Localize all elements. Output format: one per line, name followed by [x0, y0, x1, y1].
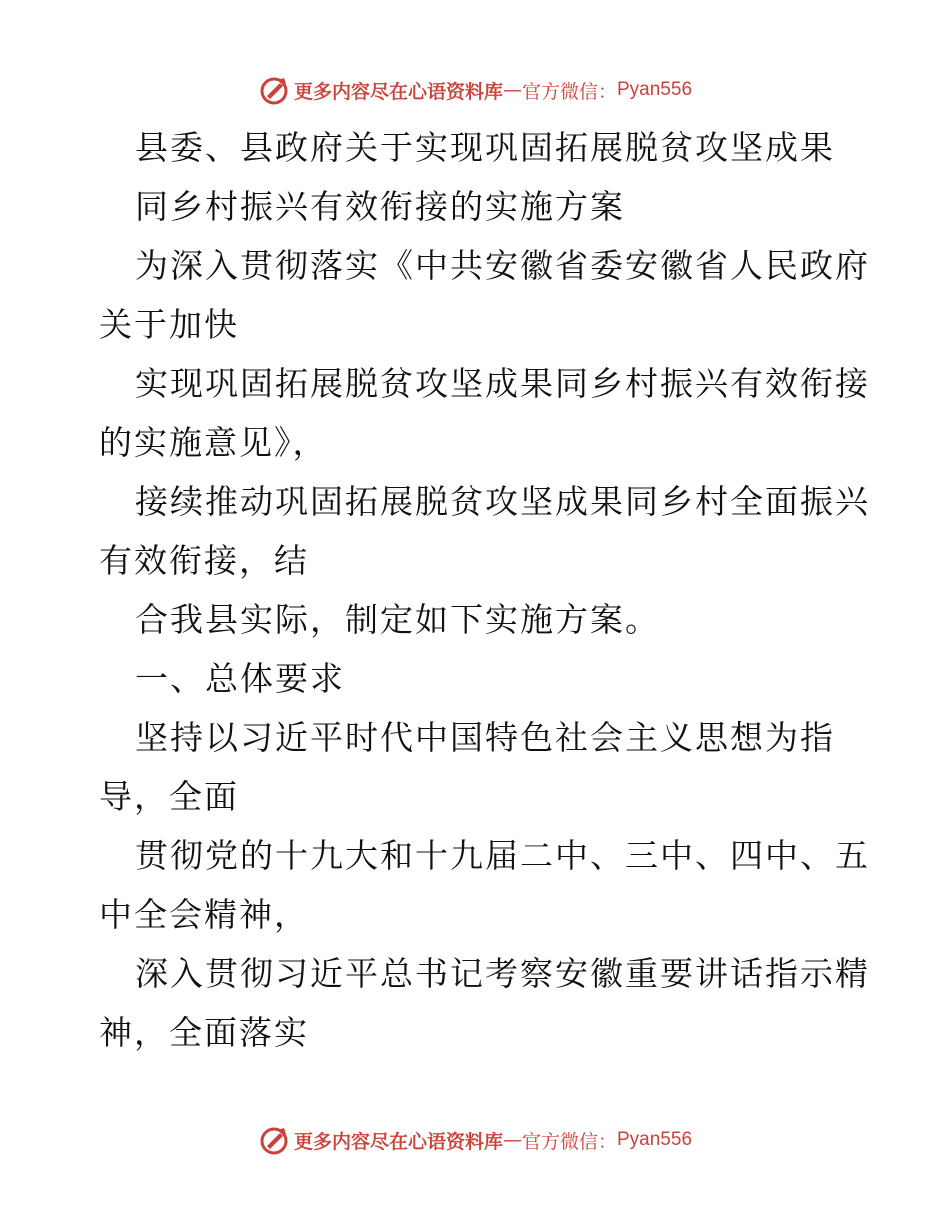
banner-wechat-id: Pyan556: [617, 1129, 693, 1150]
text-line: 中全会精神，: [99, 895, 309, 934]
text-line: 坚持以习近平时代中国特色社会主义思想为指: [135, 718, 835, 757]
text-line: 同乡村振兴有效衔接的实施方案: [135, 187, 625, 226]
banner-main-text: 更多内容尽在心语资料库: [293, 1130, 503, 1153]
header-banner: [0, 70, 950, 110]
banner-wechat-label: 官方微信：: [521, 1130, 617, 1153]
pen-seal-icon: [258, 1124, 290, 1156]
text-line: 一、总体要求: [135, 659, 345, 698]
pen-seal-icon: [258, 74, 290, 106]
footer-banner: [0, 1120, 950, 1160]
text-line: 深入贯彻习近平总书记考察安徽重要讲话指示精: [135, 954, 870, 993]
banner-separator: —: [502, 1129, 522, 1151]
document-body: [99, 118, 870, 1062]
text-line: 实现巩固拓展脱贫攻坚成果同乡村振兴有效衔接: [135, 364, 870, 403]
banner-wechat-label: 官方微信：: [521, 80, 617, 103]
text-line: 关于加快: [99, 305, 239, 344]
banner-separator: —: [502, 79, 522, 101]
banner-main-text: 更多内容尽在心语资料库: [293, 80, 503, 103]
text-line: 有效衔接，结: [99, 541, 309, 580]
text-line: 县委、县政府关于实现巩固拓展脱贫攻坚成果: [135, 128, 835, 167]
text-line: 神，全面落实: [99, 1013, 309, 1052]
text-line: 接续推动巩固拓展脱贫攻坚成果同乡村全面振兴: [135, 482, 870, 521]
text-line: 导，全面: [99, 777, 239, 816]
text-line: 为深入贯彻落实《中共安徽省委安徽省人民政府: [135, 246, 870, 285]
text-line: 合我县实际，制定如下实施方案。: [135, 600, 660, 639]
text-line: 的实施意见》，: [99, 423, 328, 462]
banner-wechat-id: Pyan556: [617, 79, 693, 100]
text-line: 贯彻党的十九大和十九届二中、三中、四中、五: [135, 836, 870, 875]
